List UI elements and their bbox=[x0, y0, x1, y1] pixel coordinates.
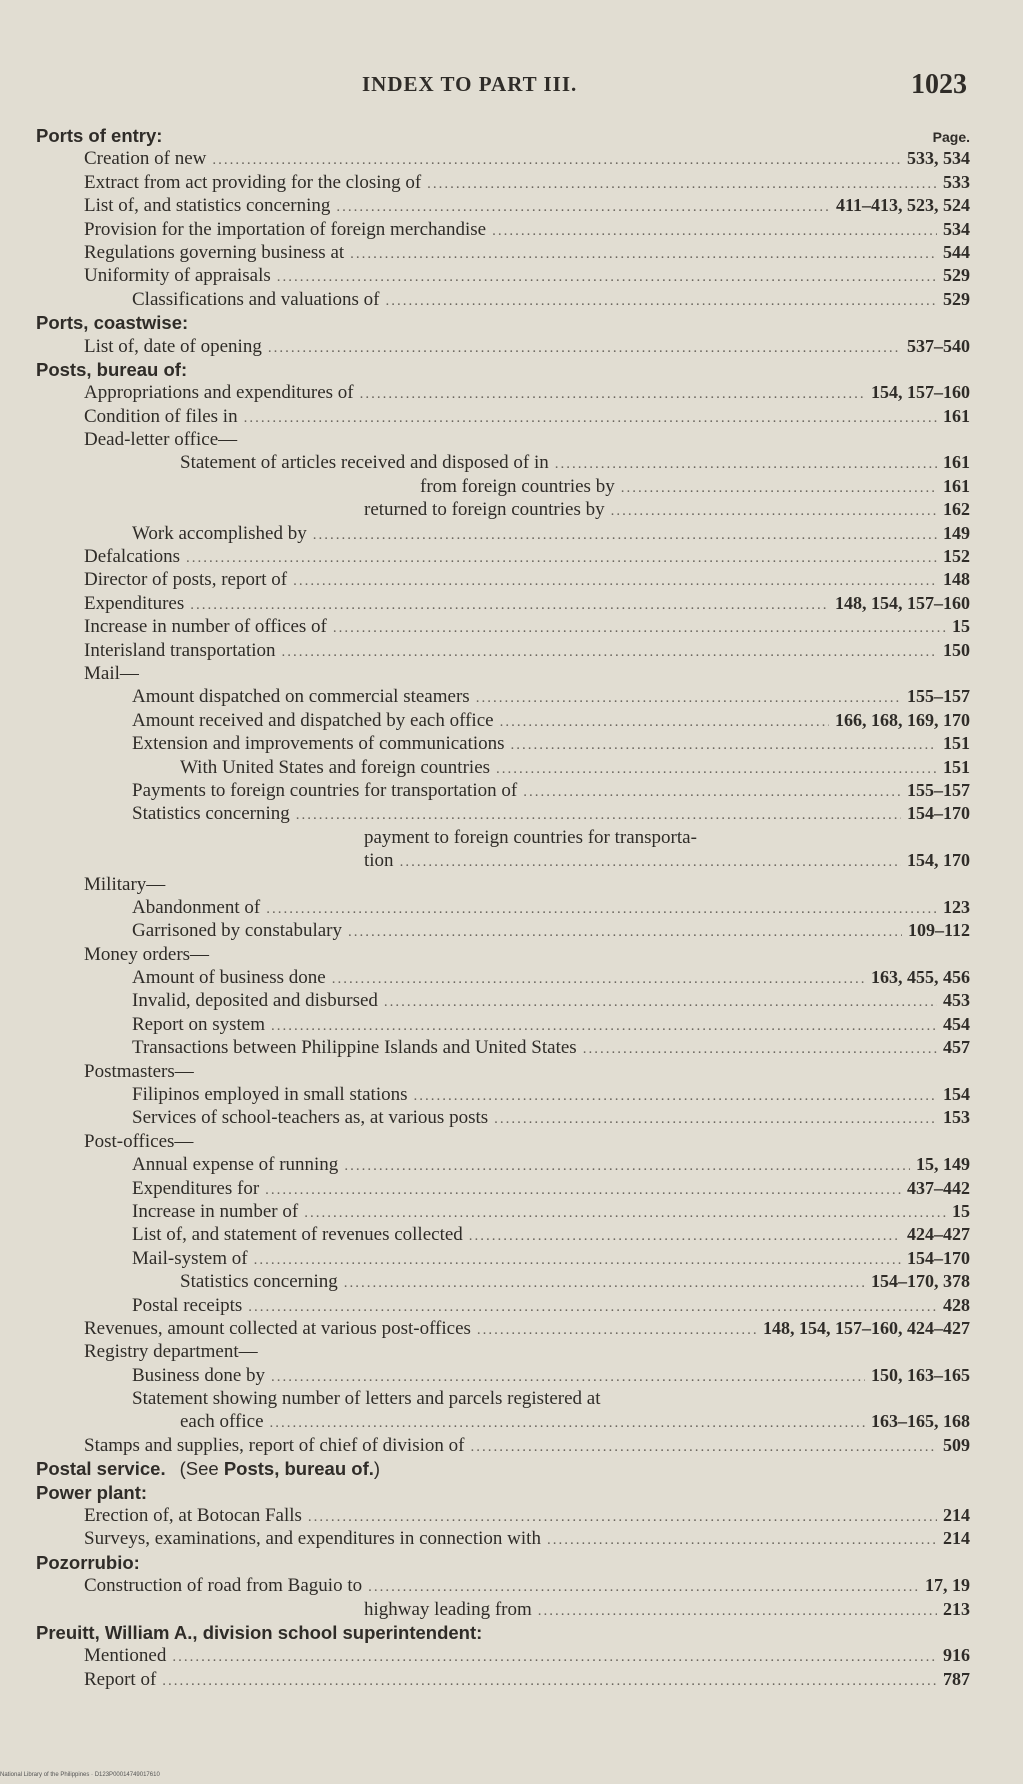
entry-label: Abandonment of bbox=[132, 896, 261, 918]
entry-label: Defalcations bbox=[84, 546, 181, 568]
index-entry bbox=[36, 1200, 970, 1223]
entry-pages: 15, 149 bbox=[916, 1154, 970, 1175]
entry-pages: 15 bbox=[952, 616, 970, 637]
entry-pages: 437–442 bbox=[907, 1177, 970, 1198]
entry-label: Statement showing number of letters and parcels registered at bbox=[132, 1388, 601, 1410]
entry-pages: 153 bbox=[943, 1107, 970, 1128]
entry-pages: 148 bbox=[943, 569, 970, 590]
index-entry bbox=[36, 405, 970, 428]
entry-label: Transactions between Philippine Islands and United States bbox=[132, 1037, 577, 1059]
index-entry bbox=[36, 568, 970, 591]
dot-leader bbox=[270, 1412, 865, 1435]
dot-leader bbox=[254, 1249, 901, 1272]
entry-pages: 529 bbox=[943, 288, 970, 309]
scan-credit: National Library of the Philippines · D123P00014749017610 bbox=[0, 1772, 160, 1778]
index-entry bbox=[36, 826, 970, 849]
index-entry bbox=[36, 1598, 970, 1621]
dot-leader bbox=[348, 921, 902, 944]
entry-label: Annual expense of running bbox=[132, 1154, 339, 1176]
entry-label: Pozorrubio: bbox=[36, 1551, 140, 1573]
dot-leader bbox=[427, 173, 937, 196]
index-entry bbox=[36, 732, 970, 755]
dot-leader bbox=[368, 1576, 919, 1599]
entry-pages: 150, 163–165 bbox=[871, 1364, 970, 1385]
index-entry bbox=[36, 1294, 970, 1317]
index-entry bbox=[36, 428, 970, 451]
dot-leader bbox=[336, 196, 830, 219]
entry-pages: 214 bbox=[943, 1505, 970, 1526]
index-entry bbox=[36, 1106, 970, 1129]
entry-label: Uniformity of appraisals bbox=[84, 265, 271, 287]
index-heading bbox=[36, 1481, 970, 1504]
entry-pages: 155–157 bbox=[907, 779, 970, 800]
dot-leader bbox=[414, 1085, 938, 1108]
index-entry bbox=[36, 451, 970, 474]
entry-label: Condition of files in bbox=[84, 405, 238, 427]
dot-leader bbox=[296, 804, 901, 827]
entry-pages: 509 bbox=[943, 1434, 970, 1455]
index-entry bbox=[36, 288, 970, 311]
see-suffix: ) bbox=[373, 1458, 381, 1480]
index-heading bbox=[36, 1457, 970, 1480]
dot-leader bbox=[476, 687, 901, 710]
dot-leader bbox=[344, 1155, 910, 1178]
entry-pages: 534 bbox=[943, 218, 970, 239]
dot-leader bbox=[500, 711, 829, 734]
index-entry bbox=[36, 218, 970, 241]
index-entry bbox=[36, 943, 970, 966]
entry-pages: 155–157 bbox=[907, 686, 970, 707]
entry-label: Work accomplished by bbox=[132, 522, 307, 544]
entry-label: Regulations governing business at bbox=[84, 241, 345, 263]
entry-label: Increase in number of offices of bbox=[84, 616, 327, 638]
entry-pages: 213 bbox=[943, 1598, 970, 1619]
index-entry bbox=[36, 615, 970, 638]
entry-label: Report on system bbox=[132, 1013, 265, 1035]
index-entry bbox=[36, 1247, 970, 1270]
entry-pages: 17, 19 bbox=[925, 1575, 970, 1596]
index-entry bbox=[36, 1013, 970, 1036]
page-title: INDEX TO PART III. bbox=[362, 72, 578, 96]
dot-leader bbox=[538, 1600, 937, 1623]
entry-label: Postal service. bbox=[36, 1458, 166, 1480]
entry-label: from foreign countries by bbox=[420, 475, 615, 497]
entry-label: Mail-system of bbox=[132, 1247, 248, 1269]
entry-label: Power plant: bbox=[36, 1481, 148, 1503]
entry-label: Military— bbox=[84, 873, 166, 895]
entry-label: Business done by bbox=[132, 1364, 265, 1386]
entry-label: Dead-letter office— bbox=[84, 429, 238, 451]
entry-pages: 154–170 bbox=[907, 803, 970, 824]
entry-label: each office bbox=[180, 1411, 264, 1433]
index-entry bbox=[36, 919, 970, 942]
entry-pages: 154 bbox=[943, 1084, 970, 1105]
entry-pages: 214 bbox=[943, 1528, 970, 1549]
dot-leader bbox=[611, 500, 937, 523]
entry-label: Posts, bureau of: bbox=[36, 358, 188, 380]
index-heading bbox=[36, 124, 970, 147]
entry-label: List of, and statistics concerning bbox=[84, 195, 331, 217]
index-entry bbox=[36, 873, 970, 896]
entry-pages: 166, 168, 169, 170 bbox=[835, 709, 970, 730]
entry-label: Creation of new bbox=[84, 148, 207, 170]
entry-label: Invalid, deposited and disbursed bbox=[132, 990, 378, 1012]
entry-label: returned to foreign countries by bbox=[364, 499, 605, 521]
index-entry bbox=[36, 1527, 970, 1550]
index-entry bbox=[36, 1130, 970, 1153]
entry-pages: 152 bbox=[943, 546, 970, 567]
dot-leader bbox=[190, 594, 829, 617]
index-entries bbox=[36, 124, 970, 1691]
index-entry bbox=[36, 1434, 970, 1457]
index-entry bbox=[36, 241, 970, 264]
entry-label: Preuitt, William A., division school superintendent: bbox=[36, 1622, 483, 1643]
entry-pages: 15 bbox=[952, 1200, 970, 1221]
entry-label: Increase in number of bbox=[132, 1200, 299, 1222]
dot-leader bbox=[385, 290, 937, 313]
dot-leader bbox=[265, 1179, 901, 1202]
entry-pages: 154–170, 378 bbox=[871, 1271, 970, 1292]
index-entry bbox=[36, 1223, 970, 1246]
entry-pages: 163–165, 168 bbox=[871, 1411, 970, 1432]
entry-label: Statement of articles received and disposed of in bbox=[180, 452, 549, 474]
dot-leader bbox=[282, 641, 937, 664]
entry-label: Registry department— bbox=[84, 1341, 258, 1363]
index-entry bbox=[36, 685, 970, 708]
entry-pages: 428 bbox=[943, 1294, 970, 1315]
index-entry bbox=[36, 522, 970, 545]
entry-pages: 151 bbox=[943, 756, 970, 777]
dot-leader bbox=[271, 1366, 865, 1389]
entry-pages: 109–112 bbox=[907, 920, 970, 941]
entry-pages: 151 bbox=[943, 733, 970, 754]
entry-label: Filipinos employed in small stations bbox=[132, 1084, 408, 1106]
dot-leader bbox=[293, 570, 937, 593]
index-entry bbox=[36, 475, 970, 498]
index-entry bbox=[36, 1387, 970, 1410]
entry-pages: 533, 534 bbox=[907, 148, 970, 169]
dot-leader bbox=[555, 453, 937, 476]
entry-label: Postal receipts bbox=[132, 1294, 243, 1316]
entry-label: Services of school-teachers as, at various posts bbox=[132, 1107, 489, 1129]
entry-label: Report of bbox=[84, 1668, 157, 1690]
entry-label: List of, date of opening bbox=[84, 335, 262, 357]
entry-label: Director of posts, report of bbox=[84, 569, 288, 591]
entry-pages: 154–170 bbox=[907, 1247, 970, 1268]
entry-label: Statistics concerning bbox=[132, 803, 290, 825]
page-header bbox=[0, 69, 1023, 112]
index-entry bbox=[36, 1504, 970, 1527]
entry-pages: 916 bbox=[943, 1645, 970, 1666]
index-entry bbox=[36, 381, 970, 404]
entry-label: With United States and foreign countries bbox=[180, 756, 491, 778]
entry-label: Expenditures for bbox=[132, 1177, 260, 1199]
index-entry bbox=[36, 545, 970, 568]
entry-label: Provision for the importation of foreign merchandise bbox=[84, 218, 487, 240]
dot-leader bbox=[172, 1646, 937, 1669]
entry-label: Construction of road from Baguio to bbox=[84, 1575, 363, 1597]
entry-pages: 161 bbox=[943, 475, 970, 496]
entry-label: Expenditures bbox=[84, 592, 185, 614]
index-entry bbox=[36, 989, 970, 1012]
index-entry bbox=[36, 1410, 970, 1433]
entry-label: List of, and statement of revenues collected bbox=[132, 1224, 463, 1246]
dot-leader bbox=[212, 149, 901, 172]
index-entry bbox=[36, 639, 970, 662]
entry-label: Ports of entry: bbox=[36, 125, 163, 146]
dot-leader bbox=[400, 851, 901, 874]
index-entry bbox=[36, 709, 970, 732]
index-entry bbox=[36, 194, 970, 217]
dot-leader bbox=[268, 337, 901, 360]
entry-label: Surveys, examinations, and expenditures in connection with bbox=[84, 1528, 541, 1550]
index-entry bbox=[36, 1340, 970, 1363]
index-entry bbox=[36, 147, 970, 170]
dot-leader bbox=[332, 968, 865, 991]
entry-label: Amount dispatched on commercial steamers bbox=[132, 686, 470, 708]
entry-label: Postmasters— bbox=[84, 1060, 194, 1082]
index-entry bbox=[36, 1270, 970, 1293]
entry-pages: 150 bbox=[943, 639, 970, 660]
entry-pages: 154, 170 bbox=[907, 850, 970, 871]
entry-label: Statistics concerning bbox=[180, 1271, 338, 1293]
dot-leader bbox=[470, 1436, 937, 1459]
entry-label: Post-offices— bbox=[84, 1130, 194, 1152]
index-entry bbox=[36, 1644, 970, 1667]
entry-label: Amount received and dispatched by each office bbox=[132, 709, 494, 731]
dot-leader bbox=[333, 617, 946, 640]
entry-label: Stamps and supplies, report of chief of division of bbox=[84, 1434, 465, 1456]
dot-leader bbox=[384, 991, 937, 1014]
dot-leader bbox=[304, 1202, 946, 1225]
page-column-label: Page. bbox=[932, 129, 970, 145]
entry-pages: 537–540 bbox=[907, 335, 970, 356]
entry-pages: 454 bbox=[943, 1013, 970, 1034]
index-entry bbox=[36, 896, 970, 919]
page-number: 1023 bbox=[911, 69, 967, 100]
dot-leader bbox=[244, 407, 937, 430]
see-prefix: (See bbox=[179, 1458, 224, 1480]
dot-leader bbox=[360, 383, 865, 406]
entry-pages: 424–427 bbox=[907, 1224, 970, 1245]
entry-label: Extract from act providing for the closing of bbox=[84, 171, 422, 193]
index-entry bbox=[36, 849, 970, 872]
dot-leader bbox=[583, 1038, 937, 1061]
dot-leader bbox=[186, 547, 937, 570]
dot-leader bbox=[494, 1108, 937, 1131]
entry-label: Garrisoned by constabulary bbox=[132, 920, 342, 942]
index-heading bbox=[36, 1551, 970, 1574]
entry-label: Money orders— bbox=[84, 943, 210, 965]
dot-leader bbox=[492, 220, 937, 243]
index-entry bbox=[36, 264, 970, 287]
entry-label: Payments to foreign countries for transportation of bbox=[132, 779, 518, 801]
entry-pages: 148, 154, 157–160, 424–427 bbox=[763, 1317, 970, 1338]
dot-leader bbox=[469, 1225, 901, 1248]
index-heading bbox=[36, 311, 970, 334]
entry-pages: 457 bbox=[943, 1037, 970, 1058]
entry-label: Revenues, amount collected at various post-offices bbox=[84, 1317, 471, 1339]
entry-pages: 544 bbox=[943, 241, 970, 262]
entry-label: highway leading from bbox=[364, 1598, 532, 1620]
entry-label: payment to foreign countries for transporta- bbox=[364, 826, 697, 848]
index-entry bbox=[36, 498, 970, 521]
entry-pages: 163, 455, 456 bbox=[871, 967, 970, 988]
dot-leader bbox=[344, 1272, 865, 1295]
index-entry bbox=[36, 779, 970, 802]
entry-pages: 411–413, 523, 524 bbox=[835, 195, 970, 216]
entry-pages: 161 bbox=[943, 405, 970, 426]
entry-label: Extension and improvements of communications bbox=[132, 733, 505, 755]
index-heading bbox=[36, 358, 970, 381]
index-entry bbox=[36, 662, 970, 685]
entry-label: tion bbox=[364, 850, 394, 872]
entry-label: Mentioned bbox=[84, 1645, 167, 1667]
index-entry bbox=[36, 1177, 970, 1200]
index-entry bbox=[36, 802, 970, 825]
index-entry bbox=[36, 1668, 970, 1691]
entry-pages: 453 bbox=[943, 990, 970, 1011]
entry-label: Ports, coastwise: bbox=[36, 312, 189, 334]
entry-pages: 533 bbox=[943, 171, 970, 192]
entry-label: Mail— bbox=[84, 662, 139, 684]
entry-pages: 162 bbox=[943, 499, 970, 520]
entry-pages: 149 bbox=[943, 522, 970, 543]
dot-leader bbox=[308, 1506, 937, 1529]
dot-leader bbox=[511, 734, 937, 757]
entry-label: Interisland transportation bbox=[84, 639, 276, 661]
entry-label: Classifications and valuations of bbox=[132, 288, 380, 310]
index-entry bbox=[36, 1364, 970, 1387]
dot-leader bbox=[162, 1670, 937, 1693]
index-entry bbox=[36, 592, 970, 615]
see-target: Posts, bureau of. bbox=[223, 1458, 374, 1480]
dot-leader bbox=[248, 1296, 937, 1319]
index-entry bbox=[36, 966, 970, 989]
dot-leader bbox=[271, 1015, 937, 1038]
entry-pages: 161 bbox=[943, 452, 970, 473]
entry-label: Erection of, at Botocan Falls bbox=[84, 1505, 302, 1527]
index-entry bbox=[36, 1317, 970, 1340]
see-reference bbox=[180, 1457, 380, 1480]
index-entry bbox=[36, 1574, 970, 1597]
entry-pages: 787 bbox=[943, 1668, 970, 1689]
entry-label: Appropriations and expenditures of bbox=[84, 382, 354, 404]
index-entry bbox=[36, 1060, 970, 1083]
dot-leader bbox=[496, 758, 937, 781]
entry-pages: 154, 157–160 bbox=[871, 382, 970, 403]
dot-leader bbox=[523, 781, 901, 804]
index-entry bbox=[36, 1083, 970, 1106]
dot-leader bbox=[350, 243, 937, 266]
entry-pages: 123 bbox=[943, 896, 970, 917]
index-entry bbox=[36, 1036, 970, 1059]
dot-leader bbox=[477, 1319, 757, 1342]
entry-pages: 148, 154, 157–160 bbox=[835, 592, 970, 613]
dot-leader bbox=[621, 477, 937, 500]
dot-leader bbox=[266, 898, 937, 921]
index-entry bbox=[36, 1153, 970, 1176]
index-entry bbox=[36, 171, 970, 194]
entry-label: Amount of business done bbox=[132, 967, 326, 989]
index-entry bbox=[36, 335, 970, 358]
dot-leader bbox=[277, 266, 937, 289]
entry-pages: 529 bbox=[943, 265, 970, 286]
index-entry bbox=[36, 756, 970, 779]
dot-leader bbox=[547, 1529, 937, 1552]
dot-leader bbox=[313, 524, 937, 547]
index-heading bbox=[36, 1621, 970, 1644]
